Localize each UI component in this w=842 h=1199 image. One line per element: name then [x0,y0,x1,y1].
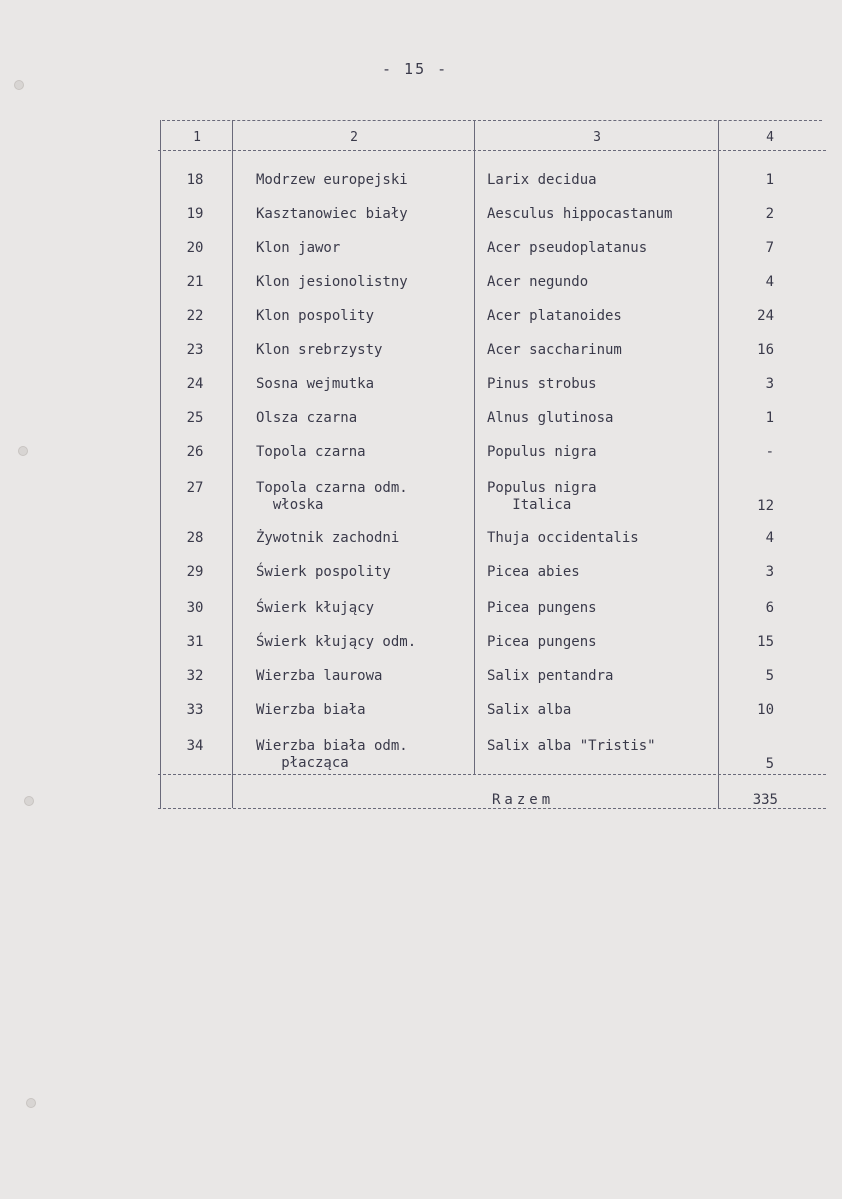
tree-count: 16 [757,342,774,358]
latin-name: Acer saccharinum [487,342,622,358]
row-number: 26 [186,444,204,460]
latin-name: Pinus strobus [487,376,597,392]
row-number: 18 [186,172,204,188]
row-number: 33 [186,702,204,718]
latin-name: Populus nigra Italica [487,480,597,513]
latin-name: Salix pentandra [487,668,614,684]
tree-count: 10 [757,702,774,718]
tree-count: 3 [765,376,774,392]
latin-name: Thuja occidentalis [487,530,639,546]
tree-count: 5 [765,668,774,684]
polish-name: Świerk kłujący odm. [256,634,417,650]
tree-count: 5 [765,756,774,772]
row-number: 31 [186,634,204,650]
total-divider [158,774,826,775]
tree-count: 3 [765,564,774,580]
polish-name: Sosna wejmutka [256,376,375,392]
tree-count: 7 [765,240,774,256]
latin-name: Picea abies [487,564,580,580]
tree-count: 2 [765,206,774,222]
polish-name: Żywotnik zachodni [256,530,400,546]
polish-name: Klon jesionolistny [256,274,408,290]
page-number: - 15 - [382,60,449,78]
tree-count: 1 [765,410,774,426]
row-number: 27 [186,480,204,496]
tree-count: - [765,444,774,460]
row-number: 30 [186,600,204,616]
polish-name: Klon srebrzysty [256,342,383,358]
latin-name: Populus nigra [487,444,597,460]
polish-name: Topola czarna odm. włoska [256,480,408,513]
row-number: 28 [186,530,204,546]
table-top-border [162,120,822,121]
header-col-1: 1 [193,130,201,145]
polish-name: Wierzba laurowa [256,668,383,684]
row-number: 32 [186,668,204,684]
polish-name: Świerk pospolity [256,564,391,580]
header-col-4: 4 [766,130,774,145]
tree-count: 4 [765,530,774,546]
row-number: 25 [186,410,204,426]
polish-name: Wierzba biała [256,702,366,718]
polish-name: Kasztanowiec biały [256,206,408,222]
latin-name: Acer negundo [487,274,589,290]
latin-name: Salix alba "Tristis" [487,738,656,754]
column-line-3 [718,120,719,808]
latin-name: Acer platanoides [487,308,622,324]
punch-hole [14,80,24,90]
punch-hole [18,446,28,456]
latin-name: Picea pungens [487,600,597,616]
latin-name: Salix alba [487,702,572,718]
header-col-3: 3 [593,130,601,145]
column-line-2 [474,120,475,774]
tree-count: 6 [765,600,774,616]
tree-count: 12 [757,498,774,514]
polish-name: Wierzba biała odm. płacząca [256,738,408,771]
punch-hole [26,1098,36,1108]
tree-count: 4 [765,274,774,290]
total-value: 335 [752,792,778,808]
polish-name: Świerk kłujący [256,600,375,616]
latin-name: Picea pungens [487,634,597,650]
header-col-2: 2 [350,130,358,145]
latin-name: Larix decidua [487,172,597,188]
polish-name: Klon pospolity [256,308,375,324]
polish-name: Olsza czarna [256,410,358,426]
header-divider [158,150,826,151]
polish-name: Topola czarna [256,444,366,460]
column-line-1 [232,120,233,808]
table-bottom-border [158,808,826,809]
row-number: 22 [186,308,204,324]
total-label: Razem [492,792,555,808]
punch-hole [24,796,34,806]
polish-name: Modrzew europejski [256,172,408,188]
latin-name: Aesculus hippocastanum [487,206,673,222]
latin-name: Alnus glutinosa [487,410,614,426]
polish-name: Klon jawor [256,240,341,256]
row-number: 20 [186,240,204,256]
tree-count: 1 [765,172,774,188]
latin-name: Acer pseudoplatanus [487,240,648,256]
row-number: 24 [186,376,204,392]
row-number: 29 [186,564,204,580]
row-number: 19 [186,206,204,222]
row-number: 23 [186,342,204,358]
species-table [158,120,826,810]
row-number: 34 [186,738,204,754]
tree-count: 15 [757,634,774,650]
tree-count: 24 [757,308,774,324]
row-number: 21 [186,274,204,290]
